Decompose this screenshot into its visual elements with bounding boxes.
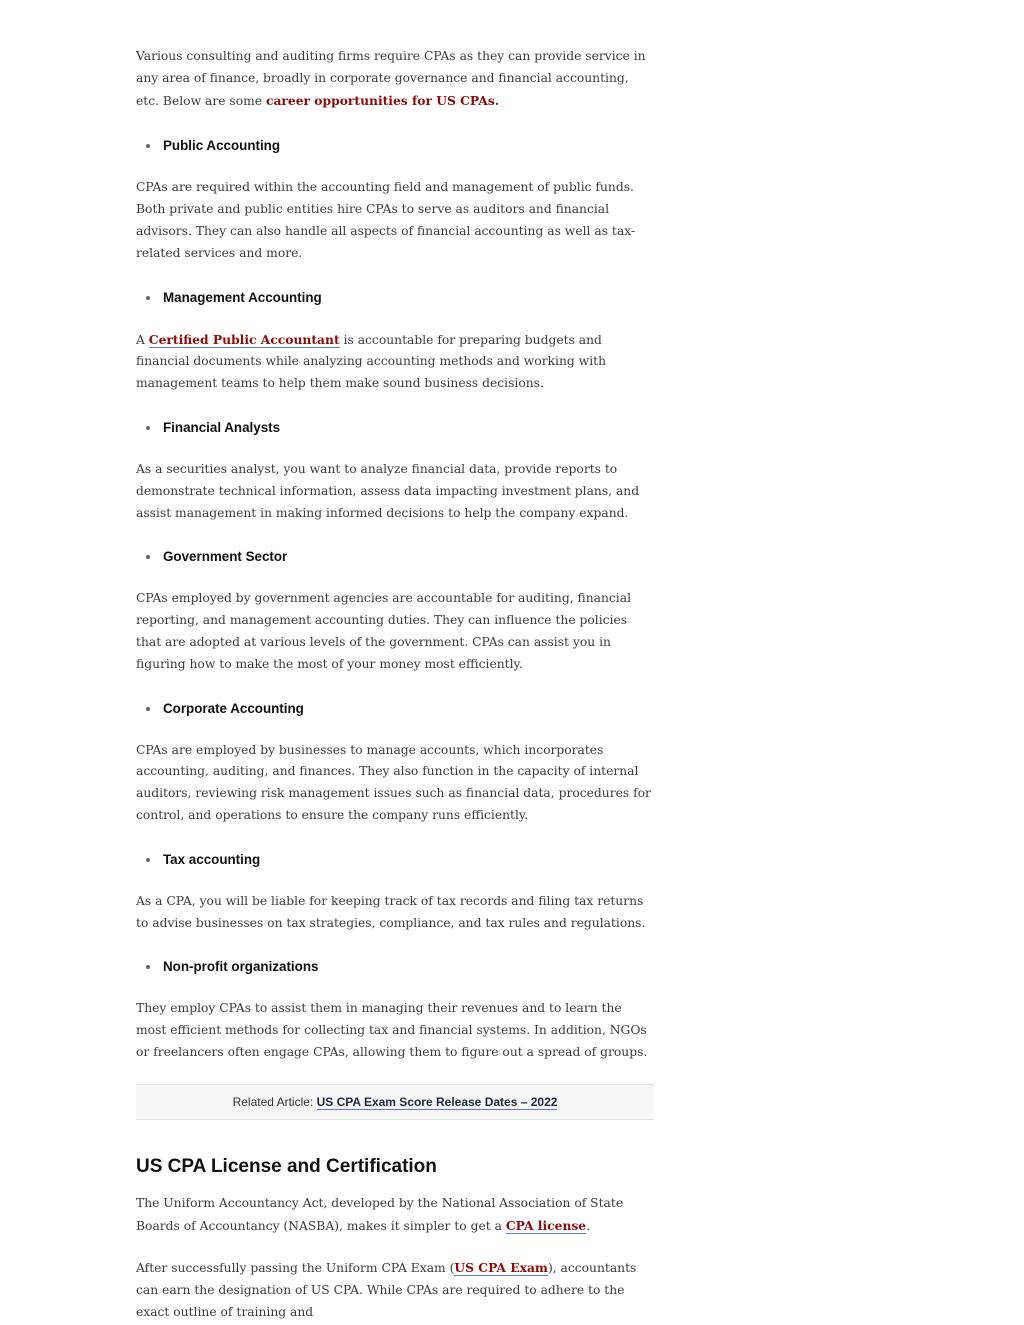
section-heading-public-accounting: Public Accounting: [136, 136, 654, 156]
bullet-list: [136, 136, 654, 156]
article-body: [136, 46, 654, 1324]
section-heading-government-sector: Government Sector: [136, 547, 654, 567]
license-paragraph-1: The Uniform Accountancy Act, developed by the National Association of State Boards of Accountancy (NASBA), makes it simpler to get a CPA license.: [136, 1195, 624, 1233]
financial-analysts-paragraph: As a securities analyst, you want to analyze financial data, provide reports to demonstrate technical information, assess data impacting investment plans, and assist management in making informed decisions to help the company expand.: [136, 461, 640, 520]
bullet-icon: [146, 707, 150, 711]
section-title-license: US CPA License and Certification: [136, 1155, 437, 1177]
intro-paragraph: [136, 46, 654, 112]
bullet-list: [136, 957, 654, 977]
section-heading-tax-accounting: Tax accounting: [136, 850, 654, 870]
bullet-list: [136, 418, 654, 438]
bullet-list: [136, 547, 654, 567]
bullet-icon: [146, 144, 150, 148]
section-heading-corporate-accounting: Corporate Accounting: [136, 699, 654, 719]
certified-public-accountant-link[interactable]: Certified Public Accountant: [148, 331, 340, 347]
management-accounting-paragraph: A Certified Public Accountant is accountable for preparing budgets and financial documents while analyzing accounting methods and working with management teams to help them make sound business decisions.: [136, 331, 606, 391]
corporate-accounting-paragraph: CPAs are employed by businesses to manage accounts, which incorporates accounting, auditing, and finances. They also function in the capacity of internal auditors, reviewing risk management issues such as financial data, procedures for control, and operations to ensure the company runs efficiently.: [136, 742, 651, 822]
section-heading-non-profit: Non-profit organizations: [136, 957, 654, 977]
bullet-list: [136, 288, 654, 308]
government-sector-paragraph: CPAs employed by government agencies are accountable for auditing, financial reporting, and management accounting duties. They can influence the policies that are adopted at various levels of the government. CPAs can assist you in figuring how to make the most of your money most efficiently.: [136, 591, 631, 671]
related-article-link[interactable]: US CPA Exam Score Release Dates – 2022: [316, 1094, 558, 1109]
us-cpa-exam-link[interactable]: US CPA Exam: [454, 1260, 548, 1276]
career-opportunities-link[interactable]: career opportunities for US CPAs.: [265, 92, 500, 108]
related-article-label: Related Article:: [232, 1094, 317, 1109]
public-accounting-paragraph: CPAs are required within the accounting field and management of public funds. Both private and public entities hire CPAs to serve as auditors and financial advisors. They can also handle all aspects of financial accounting as well as tax-related services and more.: [136, 180, 636, 260]
bullet-icon: [146, 555, 150, 559]
bullet-list: [136, 699, 654, 719]
bullet-icon: [146, 296, 150, 300]
section-heading-financial-analysts: Financial Analysts: [136, 418, 654, 438]
bullet-icon: [146, 858, 150, 862]
bullet-icon: [146, 426, 150, 430]
tax-accounting-paragraph: As a CPA, you will be liable for keeping track of tax records and filing tax returns to advise businesses on tax strategies, compliance, and tax rules and regulations.: [136, 893, 646, 930]
license-paragraph-2: After successfully passing the Uniform CPA Exam (US CPA Exam), accountants can earn the designation of US CPA. While CPAs are required to adhere to the exact outline of training and: [136, 1260, 637, 1319]
bullet-list: [136, 850, 654, 870]
non-profit-paragraph: They employ CPAs to assist them in managing their revenues and to learn the most efficient methods for collecting tax and financial systems. In addition, NGOs or freelancers often engage CPAs, allowing them to figure out a spread of groups.: [136, 1001, 648, 1059]
intro-text: Various consulting and auditing firms require CPAs as they can provide service in any area of finance, broadly in corporate governance and financial accounting, etc. Below are some: [136, 49, 646, 108]
bullet-icon: [146, 965, 150, 969]
cpa-license-link[interactable]: CPA license: [505, 1217, 587, 1233]
related-article-box: [136, 1084, 654, 1120]
section-heading-management-accounting: Management Accounting: [136, 288, 654, 308]
